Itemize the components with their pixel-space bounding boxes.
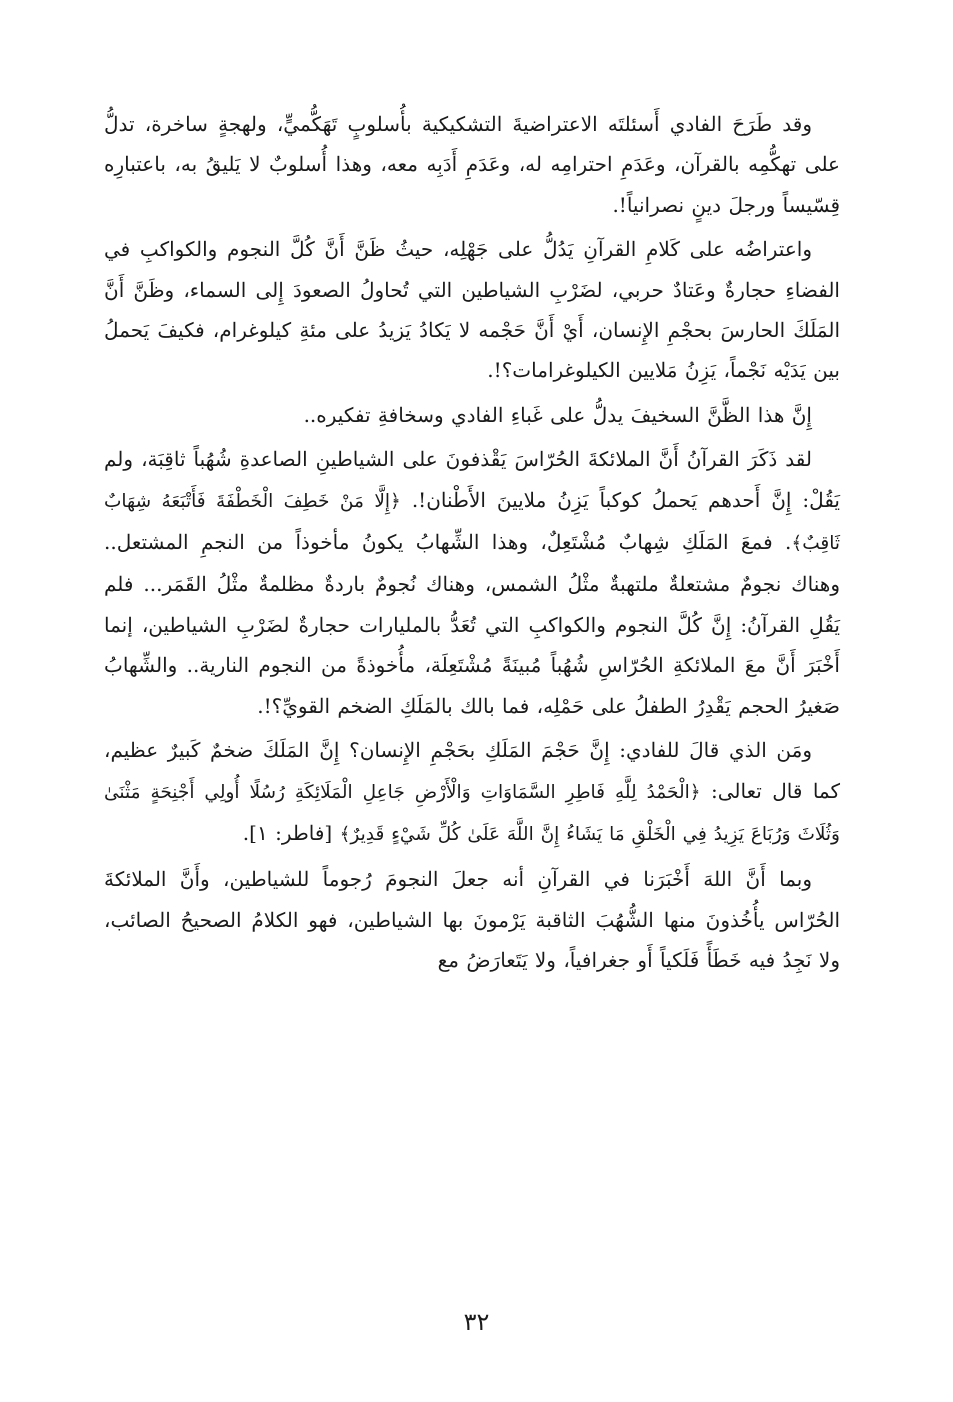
page-body: [104, 104, 840, 1304]
paragraph-4: [104, 439, 840, 726]
quran-verse-fatir: ﴿الْحَمْدُ لِلَّهِ فَاطِرِ السَّمَاوَاتِ وَالْأَرْضِ جَاعِلِ الْمَلَائِكَةِ رُسُلًا أُولِي أَجْنِحَةٍ مَثْنَىٰ وَثُلَاثَ وَرُبَاعَ يَزِيدُ فِي الْخَلْقِ مَا يَشَاءُ إِنَّ اللَّهَ عَلَىٰ كُلِّ شَيْءٍ قَدِيرٌ﴾: [104, 781, 840, 845]
page-number: ٣٢: [463, 1308, 490, 1336]
paragraph-6: وبما أَنَّ اللهَ أَخْبَرَنا في القرآنِ أنه جعلَ النجومَ رُجوماً للشياطين، وأَنَّ الملائكةَ الحُرّاس يأُخُذونَ منها الشُّهُبَ الثاقبة يَرْمونَ بها الشياطين، فهو الكلامُ الصحيحُ الصائب، ولا نَجِدُ فيه خَطَأً فَلَكياً أَو جغرافياً، ولا يَتَعارَضُ مع: [104, 867, 840, 973]
paragraph-5-text-before-verse: ومَن الذي قالَ للفادي: إِنَّ حَجْمَ المَلَكِ بحَجْمِ الإِنسان؟ إِنَّ المَلَكَ ضخمٌ كَبيرٌ عظيم، كما قال تعالى:: [104, 738, 840, 803]
paragraph-1: وقد طَرَحَ الفادي أَسئلتَه الاعتراضيةَ التشكيكية بأُسلوبٍ تَهَكُّميٍّ، ولهجةٍ ساخرة، تدلُّ على تهكُّمِه بالقرآن، وعَدَمِ احترامِه له، وعَدَمِ أَدَبِه معه، وهذا أُسلوبٌ لا يَليقُ به، باعتبارِه قِسّيساً ورجلَ دينٍ نصرانياً!.: [104, 112, 840, 217]
verse-citation: [فاطر: ١].: [242, 820, 340, 845]
quran-verse-shihab: ﴿إِلَّا مَنْ خَطِفَ الْخَطْفَةَ فَأَتْبَعَهُ شِهَابٌ ثَاقِبٌ﴾: [104, 490, 840, 555]
paragraph-5: [104, 730, 840, 855]
paragraph-4-text-after-verse: . فمعَ المَلَكِ شِهابٌ مُشْتَعِلٌ، وهذا الشِّهابُ يكونُ مأخوذاً من النجمِ المشتعل.. وهناك نجومٌ مشتعلةٌ ملتهبةٌ مثْلُ الشمس، وهناك نُجومٌ باردةٌ مظلمةٌ مثْلُ القَمَر... فلم يَقُلِ القرآنُ: إِنَّ كُلَّ النجوم والكواكبِ التي تُعَدُّ بالمليارات حجارةٌ لضَرْبِ الشياطين، إنما أَخْبَرَ أَنَّ معَ الملائكةِ الحُرّاسِ شُهُباً مُبينَةً مُشْتَعِلَة، مأُخوذةً من النجوم النارية.. والشِّهابُ صَغيرُ الحجم يَقْدِرُ الطفلُ على حَمْلِه، فما بالك بالمَلَكِ الضخم القويِّ؟!.: [104, 530, 840, 718]
paragraph-2: واعتراضُه على كَلامِ القرآنِ يَدُلُّ على جَهْلِه، حيثُ ظَنَّ أَنَّ كُلَّ النجوم والكواكبِ في الفضاءِ حجارةٌ وعَتادٌ حربي، لضَرْبِ الشياطين التي تُحاولُ الصعودَ إِلى السماء، وظَنَّ أَنَّ المَلَكَ الحارسَ بحجْمِ الإِنسان، أَيْ أَنَّ حَجْمه لا يَكادُ يَزيدُ على مئةِ كيلوغرام، فكيفَ يَحملُ بين يَدَيْه نَجْماً، يَزِنُ مَلايين الكيلوغرامات؟!.: [104, 237, 840, 383]
paragraph-4-text-before-verse: لقد ذَكَرَ القرآنُ أَنَّ الملائكةَ الحُرّاسَ يَقْذفونَ على الشياطينِ الصاعدةِ شُهُباً ثاقِبَة، ولم يَقُلْ: إِنَّ أَحدهم يَحملُ كوكباً يَزِنُ ملايينَ الأَطْنان!.: [104, 447, 840, 512]
paragraph-3: إِنَّ هذا الظَّنَّ السخيفَ يدلُّ على غَباءِ الفادي وسخافةِ تفكيره..: [303, 402, 812, 427]
